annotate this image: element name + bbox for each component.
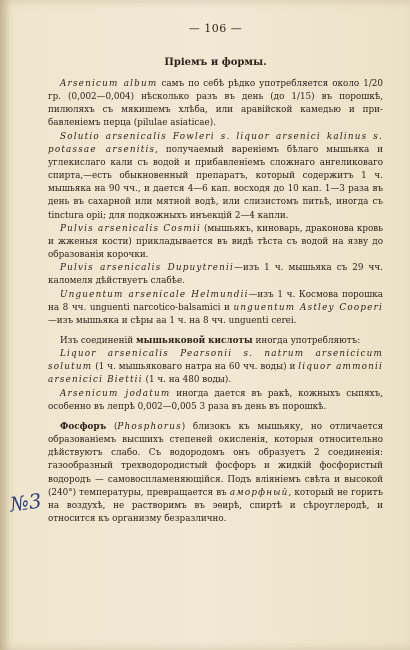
- text-run: самъ по себѣ рѣдко употребляется около: [157, 79, 364, 89]
- paragraph: [48, 335, 383, 348]
- text-run: , получаемый вареніемъ бѣлаго мышьяка и углекислаго кали съ водой и прибавленіемъ сложнаго ангеликоваго спирта,—есть обыкновенный препаратъ, который содержитъ 1 ч. мышьяка на 90 чч., и дается 4—6 кап. восходя до 10 кап. 1—3 раза въ день въ сахарной или мятной водѣ, или слизистомъ питьѣ, иногда съ tinctura opii; для подкожныхъ инъекцій 2—4 капли.: [48, 144, 383, 221]
- paragraph: [48, 348, 383, 387]
- text-run: Изъ соединеній: [60, 335, 136, 346]
- latin-term: liquor ammonii arsenicici Biettii: [48, 362, 383, 386]
- text-run: ) близокъ къ мышьяку, но отличается образованіемъ высшихъ степеней окисленія, которыя относительно дѣйствуютъ слабо. Съ водородомъ онъ образуетъ 2 соединенія: газообразный трехводородистый фосфоръ и жидкій фосфористый водородъ — самовоспламеняющійся. Подъ вліяніемъ свѣта и высокой (240°) температуры, превращается въ: [48, 421, 383, 498]
- latin-term: Liquor arsenicalis Pearsonii s. natrum arsenicicum solutum: [48, 349, 383, 373]
- text-run: —изъ 1 ч. Космова порошка на 8 чч. unguenti narcotico-balsamici и: [48, 289, 383, 313]
- text-run: —изъ 1 ч. мышьяка съ 29 чч. каломеля дѣйствуетъ слабѣе.: [48, 263, 383, 287]
- paragraph: [48, 289, 383, 328]
- text-run: (: [106, 421, 118, 432]
- latin-term: Arsenicum album: [60, 79, 158, 89]
- bold-term: Фосфоръ: [60, 421, 107, 432]
- paragraph: [48, 223, 383, 262]
- paragraph: [48, 262, 383, 288]
- page-number: — 106 —: [188, 22, 243, 35]
- text-run: (1 ч. на 480 воды).: [142, 375, 232, 386]
- text-run: иногда дается въ ракѣ, кожныхъ сыпяхъ, особенно въ лепрѣ 0,002—0,005 3 раза въ день въ порошкѣ.: [48, 388, 383, 412]
- text-run: —изъ мышьяка и сѣры аа 1 ч. на 8 чч. unguenti cerei.: [48, 315, 297, 326]
- paragraph: [48, 78, 383, 131]
- paragraph: [48, 131, 383, 223]
- latin-term: unguentum Astley Cooperi: [233, 302, 383, 313]
- latin-term: Arsenicum jodatum: [60, 388, 171, 399]
- section-heading: Пріемъ и формы.: [164, 57, 267, 68]
- latin-term: Solutio arsenicalis Fowleri s. liquor arsenici kalinus s. potassae arsenitis: [48, 131, 383, 155]
- latin-term: Phosphorus: [117, 421, 182, 432]
- text-run: , который не горитъ на воздухѣ, не растворимъ въ эѳирѣ, спиртѣ и сѣроуглеродѣ, и относится къ организму безразлично.: [48, 487, 383, 524]
- bold-term: мышьяковой кислоты: [135, 335, 253, 346]
- paragraph-gap: [48, 414, 383, 421]
- handwritten-margin-note: №3: [8, 488, 44, 517]
- latin-term: Pulvis arsenicalis Cosmii: [60, 223, 202, 234]
- latin-term: Unguentum arsenicale Helmundii: [60, 289, 249, 300]
- paragraph: [48, 388, 383, 414]
- text-run: (мышьякъ, киноварь, драконова кровь и жженыя кости) прикладывается въ видѣ тѣста съ водой на язву до образованія корочки.: [48, 223, 383, 261]
- latin-term: Pulvis arsenicalis Dupuytrenii: [60, 263, 235, 274]
- body-text: [48, 78, 383, 526]
- paragraph-gap: [48, 328, 383, 335]
- text-run: 1/20 гр. (0,002—0,004) нѣсколько разъ въ день (до 1/15) въ порошкѣ, пилюляхъ съ мякишемъ хлѣба, или аравійской камедью и прибавленіемъ перца (pilulae asiaticae).: [48, 79, 383, 129]
- text-run: (1 ч. мышьяковаго натра на 60 чч. воды) и: [92, 362, 299, 373]
- text-run: иногда употребляютъ:: [252, 335, 361, 346]
- paragraph: [48, 421, 383, 526]
- latin-term: аморфный: [229, 487, 289, 498]
